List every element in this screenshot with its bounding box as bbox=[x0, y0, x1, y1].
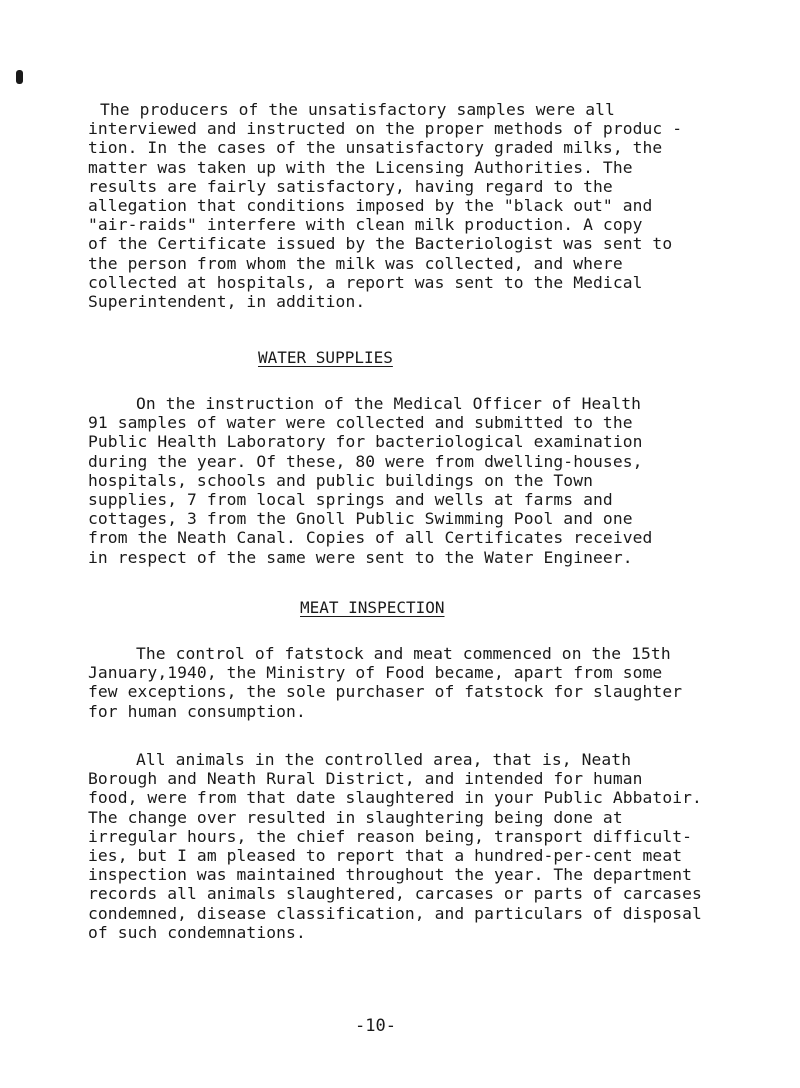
text-line: Borough and Neath Rural District, and intended for human bbox=[88, 769, 643, 789]
text-line: in respect of the same were sent to the Water Engineer. bbox=[88, 547, 633, 567]
text-line: cottages, 3 from the Gnoll Public Swimming Pool and one bbox=[88, 509, 633, 529]
text-line: of such condemnations. bbox=[88, 922, 306, 942]
paragraph-water bbox=[88, 394, 728, 567]
text-line: interviewed and instructed on the proper methods of produc - bbox=[88, 119, 683, 139]
text-line: The producers of the unsatisfactory samples were all bbox=[100, 100, 615, 119]
text-line: ies, but I am pleased to report that a hundred-per-cent meat bbox=[88, 846, 683, 866]
text-line: Public Health Laboratory for bacteriological examination bbox=[88, 432, 643, 452]
text-line: food, were from that date slaughtered in your Public Abbatoir. bbox=[88, 788, 702, 808]
paragraph-meat-control bbox=[88, 644, 728, 721]
punch-mark bbox=[16, 70, 23, 84]
text-line: for human consumption. bbox=[88, 701, 306, 721]
text-line: collected at hospitals, a report was sent to the Medical bbox=[88, 272, 643, 292]
text-line: Superintendent, in addition. bbox=[88, 292, 366, 312]
text-line: results are fairly satisfactory, having regard to the bbox=[88, 176, 613, 196]
heading-water-supplies: WATER SUPPLIES bbox=[258, 348, 393, 367]
text-line: few exceptions, the sole purchaser of fatstock for slaughter bbox=[88, 682, 683, 702]
heading-meat-inspection: MEAT INSPECTION bbox=[300, 598, 445, 617]
text-line: matter was taken up with the Licensing Authorities. The bbox=[88, 157, 633, 177]
text-line: The change over resulted in slaughtering being done at bbox=[88, 807, 623, 827]
text-line: On the instruction of the Medical Officer of Health bbox=[136, 394, 642, 413]
paragraph-samples bbox=[88, 100, 728, 311]
text-line: "air-raids" interfere with clean milk production. A copy bbox=[88, 215, 643, 235]
text-line: supplies, 7 from local springs and wells at farms and bbox=[88, 490, 613, 510]
text-line: during the year. Of these, 80 were from dwelling-houses, bbox=[88, 451, 643, 471]
text-line: All animals in the controlled area, that is, Neath bbox=[136, 750, 632, 769]
text-line: condemned, disease classification, and particulars of disposal bbox=[88, 903, 702, 923]
text-line: records all animals slaughtered, carcases or parts of carcases bbox=[88, 884, 702, 904]
text-line: inspection was maintained throughout the year. The department bbox=[88, 865, 693, 885]
text-line: of the Certificate issued by the Bacteriologist was sent to bbox=[88, 234, 673, 254]
paragraph-animals bbox=[88, 750, 728, 942]
text-line: tion. In the cases of the unsatisfactory graded milks, the bbox=[88, 138, 663, 158]
text-line: hospitals, schools and public buildings on the Town bbox=[88, 470, 594, 490]
text-line: allegation that conditions imposed by the "black out" and bbox=[88, 196, 653, 216]
text-line: from the Neath Canal. Copies of all Certificates received bbox=[88, 528, 653, 548]
text-line: January,1940, the Ministry of Food became, apart from some bbox=[88, 663, 663, 683]
text-line: the person from whom the milk was collected, and where bbox=[88, 253, 623, 273]
text-line: The control of fatstock and meat commenced on the 15th bbox=[136, 644, 671, 663]
text-line: 91 samples of water were collected and submitted to the bbox=[88, 413, 633, 433]
page-number: -10- bbox=[355, 1016, 396, 1036]
text-line: irregular hours, the chief reason being, transport difficult- bbox=[88, 826, 693, 846]
